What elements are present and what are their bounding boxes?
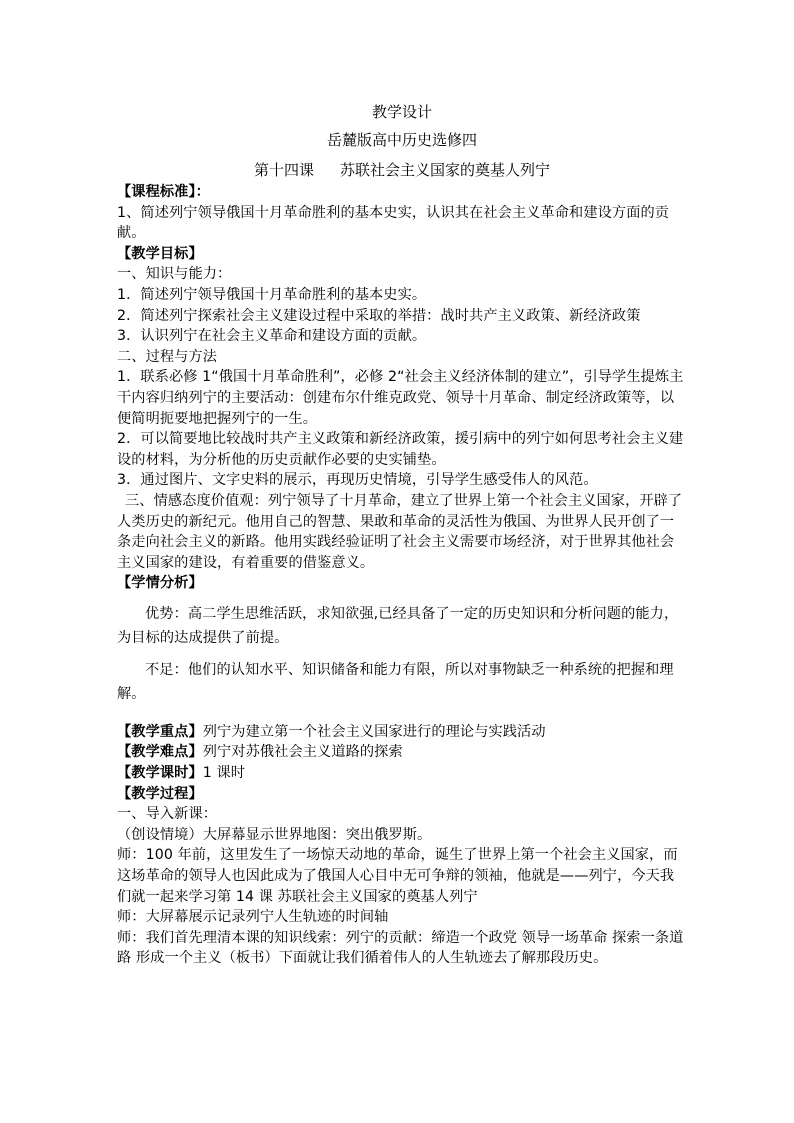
- process-heading: 一、导入新课：: [117, 806, 218, 823]
- heading-key: 【教学重点】: [117, 723, 203, 740]
- key-point: [117, 722, 687, 743]
- class-hours: [117, 763, 687, 784]
- lesson-name: 苏联社会主义国家的奠基人列宁: [340, 161, 551, 179]
- doc-subtitle: 岳麓版高中历史选修四: [326, 131, 477, 149]
- goal-process-item: 3．通过图片、文字史料的展示，再现历史情境，引导学生感受伟人的风范。: [117, 472, 598, 489]
- goal-knowledge-heading: 一、知识与能力：: [117, 266, 232, 283]
- heading-standard: 【课程标准】：: [117, 184, 210, 200]
- difficulty-point: [117, 742, 687, 763]
- doc-title: 教学设计: [371, 103, 432, 121]
- document-page: [117, 100, 687, 969]
- heading-hours: 【教学课时】: [117, 765, 203, 782]
- process-item: 师：我们首先理清本课的知识线索：列宁的贡献：缔造一个政党 领导一场革命 探索一条道路 形成一个主义（板书）下面就让我们循着伟人的人生轨迹去了解那段历史。: [117, 929, 684, 967]
- hours-text: 1 课时: [202, 765, 246, 782]
- process-item: （创设情境）大屏幕显示世界地图：突出俄罗斯。: [117, 826, 432, 843]
- goal-emotion: 三、情感态度价值观：列宁领导了十月革命，建立了世界上第一个社会主义国家，开辟了人类历史的新纪元。他用自己的智慧、果敢和革命的灵活性为俄国、为世界人民开创了一条走向社会主义的新路。他用实践经验证明了社会主义需要市场经济，对于世界其他社会主义国家的建设，有着重要的借鉴意义。: [117, 492, 683, 571]
- goal-knowledge-item: 1．简述列宁领导俄国十月革命胜利的基本史实。: [117, 286, 427, 303]
- standard-item: 1、简述列宁领导俄国十月革命胜利的基本史实，认识其在社会主义革命和建设方面的贡献。: [117, 204, 670, 242]
- heading-process: 【教学过程】: [117, 785, 203, 802]
- analysis-disadvantage: 不足：他们的认知水平、知识储备和能力有限，所以对事物缺乏一种系统的把握和理解。: [117, 661, 674, 702]
- heading-difficulty: 【教学难点】: [117, 744, 203, 761]
- lesson-title: [117, 158, 687, 182]
- goal-knowledge-item: 2．简述列宁探索社会主义建设过程中采取的举措：战时共产主义政策、新经济政策: [117, 307, 641, 324]
- goal-process-item: 1．联系必修 1“俄国十月革命胜利”，必修 2“社会主义经济体制的建立”，引导学生提炼主干内容归纳列宁的主要活动：创建布尔什维克政党、领导十月革命、制定经济政策等，以便简明扼要地把握列宁的一生。: [117, 369, 684, 427]
- heading-analysis: 【学情分析】: [117, 575, 203, 592]
- analysis-advantage: 优势：高二学生思维活跃，求知欲强,已经具备了一定的历史知识和分析问题的能力，为目标的达成提供了前提。: [117, 605, 679, 646]
- goal-knowledge-item: 3．认识列宁在社会主义革命和建设方面的贡献。: [117, 328, 427, 345]
- goal-process-item: 2．可以简要地比较战时共产主义政策和新经济政策，援引病中的列宁如何思考社会主义建设的材料，为分析他的历史贡献作必要的史实铺垫。: [117, 431, 684, 468]
- process-item: 师：大屏幕展示记录列宁人生轨迹的时间轴: [117, 909, 389, 926]
- process-item: 师：100 年前，这里发生了一场惊天动地的革命，诞生了世界上第一个社会主义国家，而这场革命的领导人也因此成为了俄国人心目中无可争辩的领袖，他就是——列宁，今天我们就一起来学习第 14 课 苏联社会主义国家的奠基人列宁: [117, 847, 678, 905]
- difficulty-text: 列宁对苏俄社会主义道路的探索: [202, 744, 403, 761]
- lesson-number: 第十四课: [253, 161, 314, 179]
- key-text: 列宁为建立第一个社会主义国家进行的理论与实践活动: [202, 723, 546, 740]
- goal-process-heading: 二、过程与方法: [117, 348, 218, 365]
- heading-goals: 【教学目标】: [117, 245, 203, 262]
